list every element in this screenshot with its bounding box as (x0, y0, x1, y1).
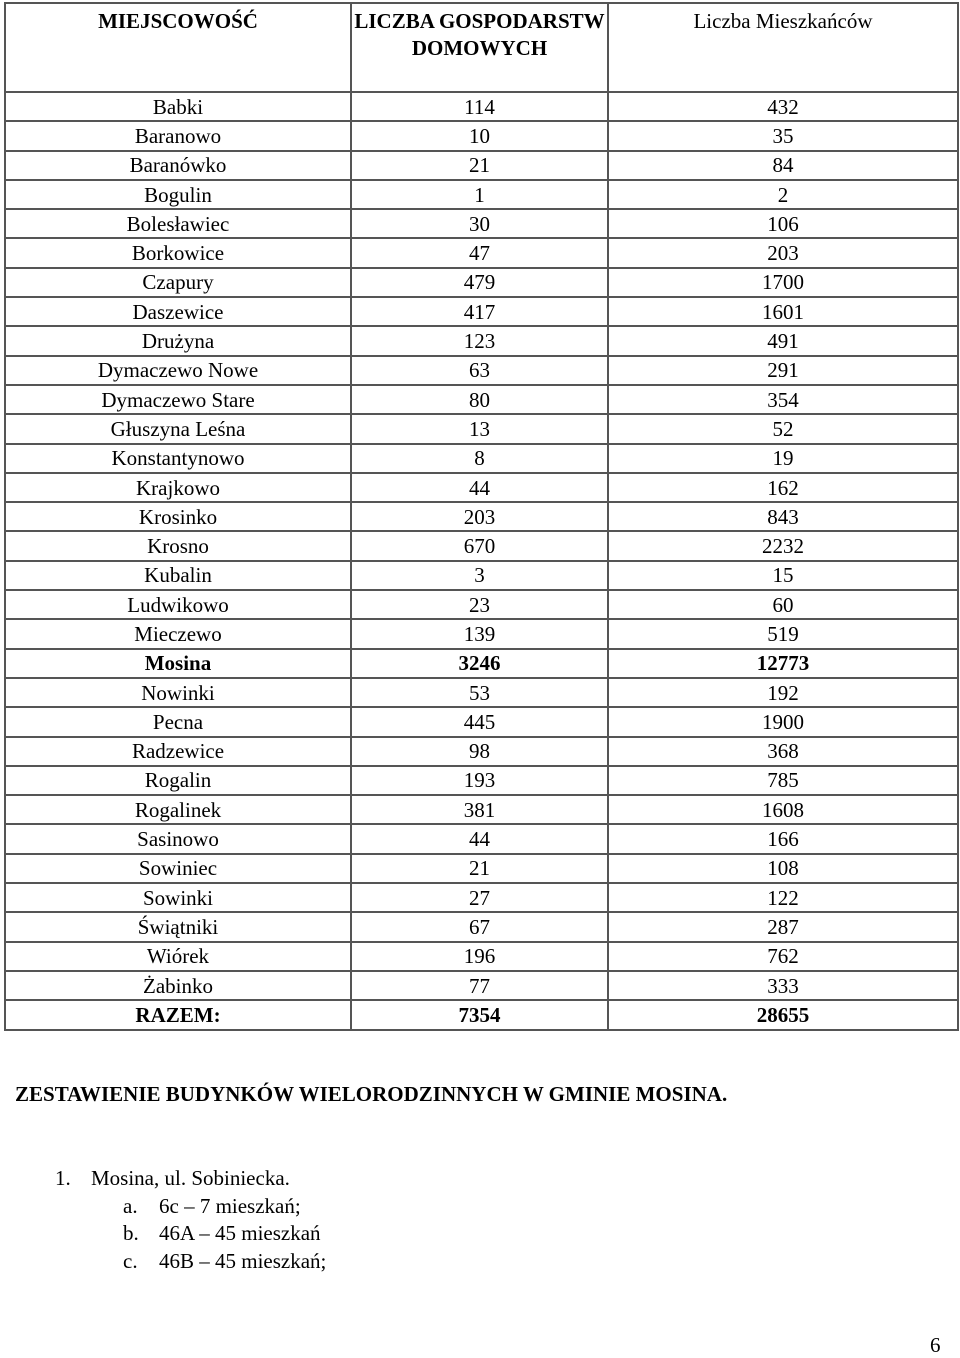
cell-locality: Drużyna (5, 326, 351, 355)
table-row (5, 795, 958, 824)
cell-locality: Baranówko (5, 151, 351, 180)
settlements-table (4, 2, 959, 1031)
cell-locality: Kubalin (5, 561, 351, 590)
cell-locality: Mosina (5, 649, 351, 678)
cell-households: 123 (351, 326, 608, 355)
sub-list (55, 1193, 326, 1276)
cell-locality: Dymaczewo Nowe (5, 356, 351, 385)
cell-residents: 1900 (608, 707, 958, 736)
sub-item-text: 46B – 45 mieszkań; (159, 1248, 327, 1273)
cell-residents: 203 (608, 238, 958, 267)
cell-locality: Babki (5, 92, 351, 121)
cell-households: 381 (351, 795, 608, 824)
sub-item-marker: c. (123, 1248, 138, 1273)
cell-residents: 432 (608, 92, 958, 121)
cell-residents: 2 (608, 180, 958, 209)
cell-households: 417 (351, 297, 608, 326)
cell-locality: Rogalin (5, 766, 351, 795)
cell-households: 30 (351, 209, 608, 238)
cell-locality: Baranowo (5, 121, 351, 150)
cell-locality: Sasinowo (5, 824, 351, 853)
cell-residents: 762 (608, 942, 958, 971)
cell-locality: Sowiniec (5, 854, 351, 883)
sub-item-text: 46A – 45 mieszkań (159, 1221, 321, 1245)
cell-locality: Rogalinek (5, 795, 351, 824)
sub-list-item (123, 1248, 326, 1276)
cell-residents: 60 (608, 590, 958, 619)
buildings-list (55, 1165, 326, 1275)
cell-locality: Borkowice (5, 238, 351, 267)
sub-item-text: 6c – 7 mieszkań; (159, 1193, 301, 1218)
cell-households: 445 (351, 707, 608, 736)
table-row (5, 180, 958, 209)
cell-households: 67 (351, 912, 608, 941)
cell-households: 196 (351, 942, 608, 971)
cell-locality: Czapury (5, 268, 351, 297)
cell-residents: 354 (608, 385, 958, 414)
cell-locality: Sowinki (5, 883, 351, 912)
table-row (5, 151, 958, 180)
cell-locality: Dymaczewo Stare (5, 385, 351, 414)
sub-item-marker: b. (123, 1221, 139, 1245)
cell-locality: Żabinko (5, 971, 351, 1000)
table-row (5, 414, 958, 443)
cell-locality: Krosno (5, 531, 351, 560)
cell-locality: Bogulin (5, 180, 351, 209)
table-row (5, 326, 958, 355)
cell-households: 7354 (351, 1000, 608, 1029)
table-row (5, 297, 958, 326)
table-row (5, 502, 958, 531)
cell-residents: 192 (608, 678, 958, 707)
table-row (5, 649, 958, 678)
table-row (5, 883, 958, 912)
table-row (5, 531, 958, 560)
cell-households: 98 (351, 737, 608, 766)
cell-residents: 1601 (608, 297, 958, 326)
table-row (5, 356, 958, 385)
section-heading: ZESTAWIENIE BUDYNKÓW WIELORODZINNYCH W GMINIE MOSINA. (15, 1082, 728, 1106)
cell-households: 139 (351, 619, 608, 648)
cell-residents: 106 (608, 209, 958, 238)
table-body (5, 92, 958, 1030)
table-row (5, 238, 958, 267)
list-item (55, 1165, 326, 1193)
cell-households: 21 (351, 151, 608, 180)
cell-households: 80 (351, 385, 608, 414)
table-row (5, 824, 958, 853)
list-item-text: Mosina, ul. Sobiniecka. (91, 1166, 290, 1190)
cell-households: 193 (351, 766, 608, 795)
cell-residents: 1700 (608, 268, 958, 297)
cell-households: 670 (351, 531, 608, 560)
header-households: LICZBA GOSPODARSTW DOMOWYCH (351, 3, 608, 92)
cell-locality: Konstantynowo (5, 444, 351, 473)
cell-locality: RAZEM: (5, 1000, 351, 1029)
table-row (5, 268, 958, 297)
table-row (5, 737, 958, 766)
cell-locality: Krajkowo (5, 473, 351, 502)
cell-households: 13 (351, 414, 608, 443)
cell-residents: 1608 (608, 795, 958, 824)
cell-households: 44 (351, 824, 608, 853)
cell-residents: 19 (608, 444, 958, 473)
cell-residents: 368 (608, 737, 958, 766)
cell-households: 479 (351, 268, 608, 297)
cell-locality: Wiórek (5, 942, 351, 971)
page-number: 6 (930, 1333, 941, 1357)
sub-list-item (123, 1193, 326, 1221)
table-row (5, 678, 958, 707)
cell-locality: Ludwikowo (5, 590, 351, 619)
cell-residents: 2232 (608, 531, 958, 560)
cell-residents: 491 (608, 326, 958, 355)
cell-residents: 15 (608, 561, 958, 590)
table-row (5, 590, 958, 619)
cell-residents: 166 (608, 824, 958, 853)
table-row (5, 444, 958, 473)
cell-households: 114 (351, 92, 608, 121)
table-row (5, 766, 958, 795)
cell-households: 3 (351, 561, 608, 590)
cell-households: 47 (351, 238, 608, 267)
cell-residents: 162 (608, 473, 958, 502)
table-row (5, 971, 958, 1000)
cell-households: 3246 (351, 649, 608, 678)
table-row (5, 385, 958, 414)
table-row (5, 473, 958, 502)
cell-locality: Głuszyna Leśna (5, 414, 351, 443)
cell-locality: Radzewice (5, 737, 351, 766)
cell-locality: Świątniki (5, 912, 351, 941)
table-row (5, 942, 958, 971)
cell-residents: 333 (608, 971, 958, 1000)
list-item-number: 1. (55, 1166, 71, 1190)
cell-locality: Daszewice (5, 297, 351, 326)
cell-residents: 287 (608, 912, 958, 941)
cell-households: 203 (351, 502, 608, 531)
cell-households: 23 (351, 590, 608, 619)
cell-households: 63 (351, 356, 608, 385)
cell-residents: 12773 (608, 649, 958, 678)
cell-households: 1 (351, 180, 608, 209)
table-row (5, 707, 958, 736)
sub-item-marker: a. (123, 1193, 138, 1218)
cell-locality: Krosinko (5, 502, 351, 531)
cell-households: 53 (351, 678, 608, 707)
cell-households: 27 (351, 883, 608, 912)
header-residents: Liczba Mieszkańców (608, 3, 958, 92)
table-row (5, 1000, 958, 1029)
cell-residents: 785 (608, 766, 958, 795)
cell-residents: 843 (608, 502, 958, 531)
cell-locality: Pecna (5, 707, 351, 736)
cell-residents: 28655 (608, 1000, 958, 1029)
table-row (5, 92, 958, 121)
table-row (5, 619, 958, 648)
sub-list-item (123, 1220, 326, 1248)
cell-residents: 35 (608, 121, 958, 150)
table-row (5, 121, 958, 150)
cell-locality: Bolesławiec (5, 209, 351, 238)
table-row (5, 561, 958, 590)
cell-households: 21 (351, 854, 608, 883)
table-row (5, 209, 958, 238)
cell-households: 10 (351, 121, 608, 150)
cell-households: 44 (351, 473, 608, 502)
cell-residents: 108 (608, 854, 958, 883)
cell-households: 77 (351, 971, 608, 1000)
cell-residents: 84 (608, 151, 958, 180)
cell-residents: 122 (608, 883, 958, 912)
cell-residents: 519 (608, 619, 958, 648)
cell-residents: 52 (608, 414, 958, 443)
table-row (5, 854, 958, 883)
cell-households: 8 (351, 444, 608, 473)
header-locality: MIEJSCOWOŚĆ (5, 3, 351, 92)
cell-locality: Nowinki (5, 678, 351, 707)
cell-residents: 291 (608, 356, 958, 385)
table-row (5, 912, 958, 941)
cell-locality: Mieczewo (5, 619, 351, 648)
table-header-row (5, 3, 958, 92)
